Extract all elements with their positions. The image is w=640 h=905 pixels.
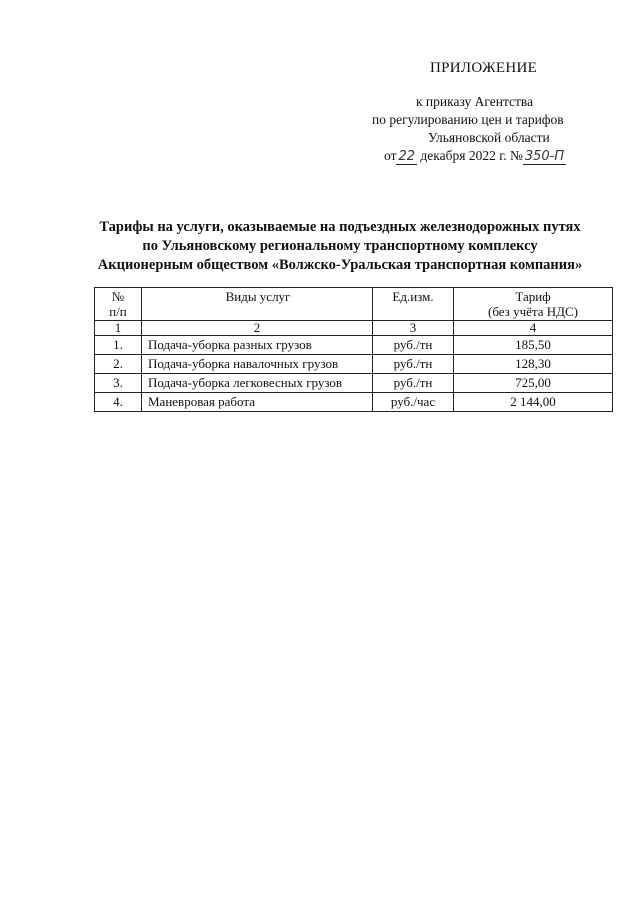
header-num-line-2: п/п bbox=[109, 304, 127, 319]
order-ref-line-3: Ульяновской области bbox=[428, 130, 550, 145]
row-unit: руб./тн bbox=[373, 374, 454, 393]
header-service: Виды услуг bbox=[142, 288, 373, 321]
header-num bbox=[95, 288, 142, 321]
row-unit: руб./тн bbox=[373, 355, 454, 374]
row-tariff: 725,00 bbox=[454, 374, 613, 393]
order-ref-line-2: по регулированию цен и тарифов bbox=[372, 112, 564, 127]
document-title bbox=[60, 218, 620, 275]
column-number: 1 bbox=[95, 321, 142, 336]
header-tariff bbox=[454, 288, 613, 321]
column-number: 3 bbox=[373, 321, 454, 336]
row-service: Подача-уборка разных грузов bbox=[142, 336, 373, 355]
order-ref-line-1: к приказу Агентства bbox=[416, 94, 534, 109]
row-service: Подача-уборка навалочных грузов bbox=[142, 355, 373, 374]
header-tariff-line-2: (без учёта НДС) bbox=[487, 304, 578, 319]
title-line-1: Тарифы на услуги, оказываемые на подъездных железнодорожных путях bbox=[99, 219, 581, 235]
row-unit: руб./тн bbox=[373, 336, 454, 355]
column-number-row bbox=[95, 321, 613, 336]
title-line-2: по Ульяновскому региональному транспортному комплексу bbox=[142, 238, 538, 254]
row-service: Подача-уборка легковесных грузов bbox=[142, 374, 373, 393]
row-tariff: 128,30 bbox=[454, 355, 613, 374]
row-num: 2. bbox=[95, 355, 142, 374]
order-day-handwritten: 22 bbox=[398, 149, 416, 164]
row-tariff: 185,50 bbox=[454, 336, 613, 355]
row-num: 1. bbox=[95, 336, 142, 355]
table-row bbox=[95, 336, 613, 355]
column-number: 2 bbox=[142, 321, 373, 336]
row-unit: руб./час bbox=[373, 393, 454, 412]
header-unit: Ед.изм. bbox=[373, 288, 454, 321]
table-row bbox=[95, 374, 613, 393]
order-prefix: от bbox=[384, 148, 397, 163]
order-middle: декабря 2022 г. № bbox=[417, 148, 523, 163]
row-num: 4. bbox=[95, 393, 142, 412]
row-tariff: 2 144,00 bbox=[454, 393, 613, 412]
title-line-3: Акционерным обществом «Волжско-Уральская транспортная компания» bbox=[97, 257, 583, 273]
row-num: 3. bbox=[95, 374, 142, 393]
table-row bbox=[95, 393, 613, 412]
tariff-table bbox=[94, 287, 613, 412]
order-number-handwritten: 350-П bbox=[524, 149, 565, 164]
order-date-line bbox=[384, 148, 566, 164]
row-service: Маневровая работа bbox=[142, 393, 373, 412]
table-header-row bbox=[95, 288, 613, 321]
appendix-label: ПРИЛОЖЕНИЕ bbox=[430, 60, 538, 76]
header-tariff-line-1: Тариф bbox=[515, 289, 551, 304]
header-num-line-1: № bbox=[111, 289, 125, 304]
column-number: 4 bbox=[454, 321, 613, 336]
table-row bbox=[95, 355, 613, 374]
